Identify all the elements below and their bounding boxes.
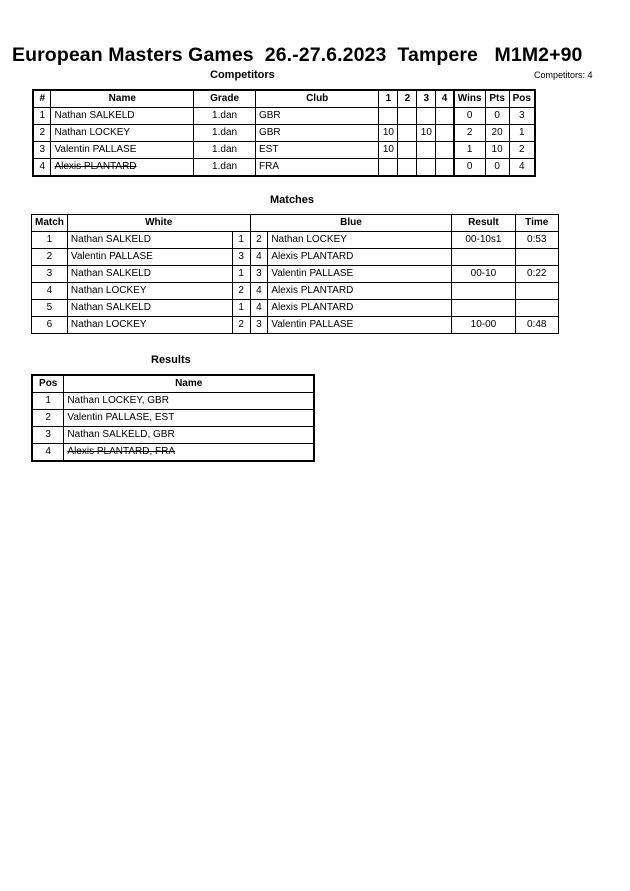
result-name: Alexis PLANTARD, FRA xyxy=(64,444,314,462)
competitor-row xyxy=(33,125,535,142)
competitor-wins: 0 xyxy=(454,159,485,177)
blue-player: Valentin PALLASE xyxy=(268,266,452,283)
competitor-name: Valentin PALLASE xyxy=(51,142,194,159)
match-time: 0:48 xyxy=(515,317,558,334)
match-time: 0:53 xyxy=(515,232,558,249)
match-result xyxy=(452,249,515,266)
competitor-grade: 1.dan xyxy=(194,125,256,142)
col-header: Wins xyxy=(454,90,485,108)
col-header: Match xyxy=(32,215,68,232)
result-row xyxy=(32,410,314,427)
blue-player: Valentin PALLASE xyxy=(268,317,452,334)
competitor-number: 3 xyxy=(33,142,51,159)
match-score-cell xyxy=(436,108,454,125)
blue-number: 4 xyxy=(250,249,268,266)
competitors-table xyxy=(32,89,536,177)
result-row xyxy=(32,393,314,410)
competitor-name: Nathan SALKELD xyxy=(51,108,194,125)
match-row xyxy=(32,232,559,249)
competitor-grade: 1.dan xyxy=(194,108,256,125)
match-result xyxy=(452,283,515,300)
match-score-cell: 10 xyxy=(379,142,398,159)
col-header: Grade xyxy=(194,90,256,108)
result-name: Valentin PALLASE, EST xyxy=(64,410,314,427)
result-row xyxy=(32,444,314,462)
results-table xyxy=(31,374,315,462)
blue-number: 3 xyxy=(250,266,268,283)
competitor-row xyxy=(33,159,535,177)
competitor-wins: 0 xyxy=(454,108,485,125)
white-number: 2 xyxy=(232,317,250,334)
match-result: 00-10s1 xyxy=(452,232,515,249)
competitor-points: 10 xyxy=(485,142,509,159)
result-position: 4 xyxy=(32,444,64,462)
match-score-cell xyxy=(417,108,436,125)
competitor-number: 4 xyxy=(33,159,51,177)
col-header: # xyxy=(33,90,51,108)
match-row xyxy=(32,283,559,300)
matches-header-row xyxy=(32,215,559,232)
competitor-wins: 1 xyxy=(454,142,485,159)
blue-number: 2 xyxy=(250,232,268,249)
match-score-cell: 10 xyxy=(379,125,398,142)
competitor-name: Alexis PLANTARD xyxy=(51,159,194,177)
competitor-name: Nathan LOCKEY xyxy=(51,125,194,142)
competitor-grade: 1.dan xyxy=(194,142,256,159)
competitor-position: 3 xyxy=(509,108,535,125)
white-player: Nathan SALKELD xyxy=(67,266,232,283)
competitor-club: EST xyxy=(255,142,378,159)
match-score-cell xyxy=(436,125,454,142)
competitors-heading: Competitors xyxy=(210,69,275,81)
match-score-cell xyxy=(398,125,417,142)
match-score-cell xyxy=(436,159,454,177)
result-row xyxy=(32,427,314,444)
competitor-row xyxy=(33,108,535,125)
white-number: 1 xyxy=(232,232,250,249)
match-score-cell xyxy=(398,159,417,177)
match-number: 4 xyxy=(32,283,68,300)
white-number: 1 xyxy=(232,266,250,283)
result-position: 1 xyxy=(32,393,64,410)
col-header: Club xyxy=(255,90,378,108)
competitor-position: 4 xyxy=(509,159,535,177)
result-position: 3 xyxy=(32,427,64,444)
match-number: 3 xyxy=(32,266,68,283)
white-number: 2 xyxy=(232,283,250,300)
page-title: European Masters Games 26.-27.6.2023 Tampere M1M2+90 xyxy=(12,44,583,66)
col-header: Pos xyxy=(32,375,64,393)
results-header-row xyxy=(32,375,314,393)
match-number: 6 xyxy=(32,317,68,334)
col-header: White xyxy=(67,215,250,232)
blue-number: 4 xyxy=(250,283,268,300)
blue-number: 4 xyxy=(250,300,268,317)
col-header: Pos xyxy=(509,90,535,108)
blue-player: Nathan LOCKEY xyxy=(268,232,452,249)
match-row xyxy=(32,300,559,317)
match-score-cell xyxy=(379,108,398,125)
col-header: Blue xyxy=(250,215,452,232)
competitor-position: 2 xyxy=(509,142,535,159)
competitor-club: GBR xyxy=(255,108,378,125)
col-header: Result xyxy=(452,215,515,232)
white-player: Nathan LOCKEY xyxy=(67,317,232,334)
col-header: Pts xyxy=(485,90,509,108)
competitor-row xyxy=(33,142,535,159)
competitor-club: FRA xyxy=(255,159,378,177)
competitor-points: 0 xyxy=(485,159,509,177)
white-player: Nathan SALKELD xyxy=(67,232,232,249)
match-time: 0:22 xyxy=(515,266,558,283)
col-header: Name xyxy=(64,375,314,393)
match-score-cell xyxy=(436,142,454,159)
col-header: Time xyxy=(515,215,558,232)
competitor-points: 0 xyxy=(485,108,509,125)
match-time xyxy=(515,300,558,317)
competitor-wins: 2 xyxy=(454,125,485,142)
white-player: Nathan SALKELD xyxy=(67,300,232,317)
match-result: 10-00 xyxy=(452,317,515,334)
white-player: Nathan LOCKEY xyxy=(67,283,232,300)
matches-heading: Matches xyxy=(270,194,315,206)
match-score-cell: 10 xyxy=(417,125,436,142)
match-score-cell xyxy=(398,142,417,159)
competitor-club: GBR xyxy=(255,125,378,142)
result-name: Nathan LOCKEY, GBR xyxy=(64,393,314,410)
result-name: Nathan SALKELD, GBR xyxy=(64,427,314,444)
blue-player: Alexis PLANTARD xyxy=(268,249,452,266)
col-header: 2 xyxy=(398,90,417,108)
white-number: 1 xyxy=(232,300,250,317)
competitor-number: 1 xyxy=(33,108,51,125)
col-header: 1 xyxy=(379,90,398,108)
col-header: 3 xyxy=(417,90,436,108)
matches-table xyxy=(31,214,559,334)
match-score-cell xyxy=(417,159,436,177)
match-number: 1 xyxy=(32,232,68,249)
col-header: 4 xyxy=(436,90,454,108)
match-number: 2 xyxy=(32,249,68,266)
competitor-points: 20 xyxy=(485,125,509,142)
match-result xyxy=(452,300,515,317)
match-score-cell xyxy=(379,159,398,177)
match-time xyxy=(515,249,558,266)
white-player: Valentin PALLASE xyxy=(67,249,232,266)
competitors-header-row xyxy=(33,90,535,108)
match-row xyxy=(32,317,559,334)
blue-player: Alexis PLANTARD xyxy=(268,283,452,300)
match-number: 5 xyxy=(32,300,68,317)
results-heading: Results xyxy=(151,354,191,366)
competitor-number: 2 xyxy=(33,125,51,142)
white-number: 3 xyxy=(232,249,250,266)
competitor-grade: 1.dan xyxy=(194,159,256,177)
result-position: 2 xyxy=(32,410,64,427)
match-row xyxy=(32,266,559,283)
competitors-count: Competitors: 4 xyxy=(534,70,593,80)
match-score-cell xyxy=(417,142,436,159)
competitor-position: 1 xyxy=(509,125,535,142)
match-row xyxy=(32,249,559,266)
match-result: 00-10 xyxy=(452,266,515,283)
blue-number: 3 xyxy=(250,317,268,334)
col-header: Name xyxy=(51,90,194,108)
match-time xyxy=(515,283,558,300)
blue-player: Alexis PLANTARD xyxy=(268,300,452,317)
match-score-cell xyxy=(398,108,417,125)
